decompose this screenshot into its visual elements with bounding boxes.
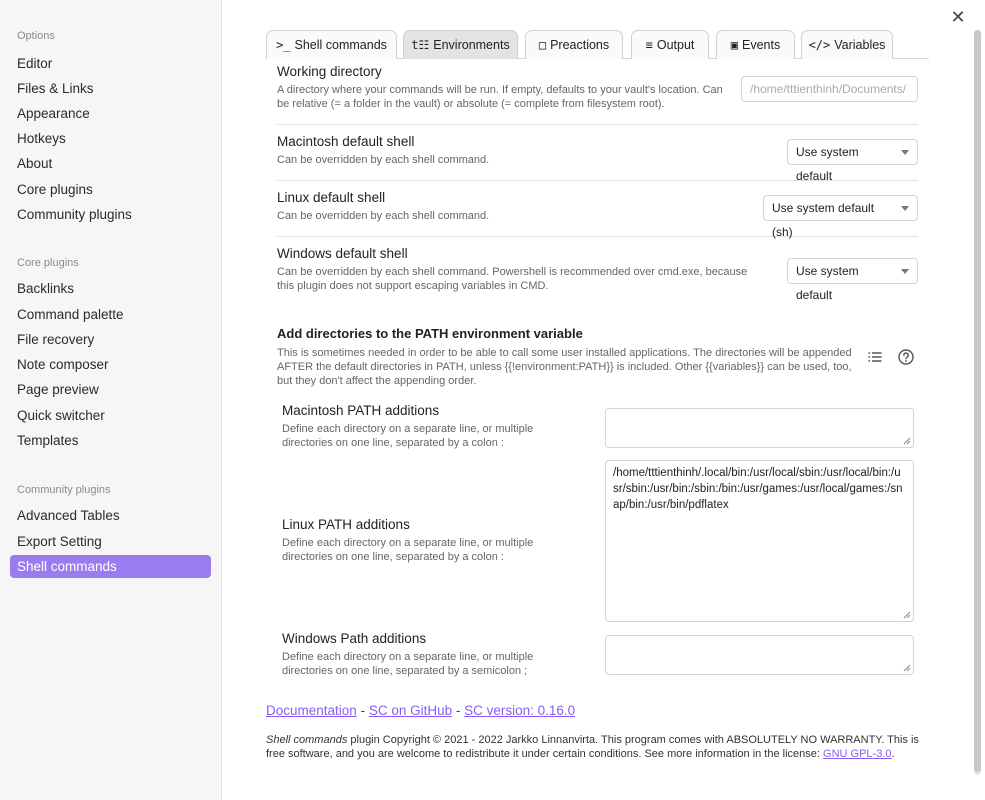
macintosh-shell-select[interactable] bbox=[787, 139, 918, 183]
tab-label: Output bbox=[656, 38, 695, 52]
setting-description: A directory where your commands will be run. If empty, defaults to your vault's location. Can be relative (= a folder in the vault) or absolute (= complete from filesystem root). bbox=[277, 84, 723, 110]
github-link[interactable]: SC on GitHub bbox=[368, 703, 453, 718]
close-icon[interactable]: ✕ bbox=[950, 7, 966, 27]
setting-title: Macintosh default shell bbox=[277, 134, 415, 149]
sidebar-item-community-plugins[interactable]: Community plugins bbox=[17, 207, 132, 222]
select-value: Use system default bbox=[796, 264, 859, 302]
setting-windows-shell bbox=[277, 246, 918, 302]
file-icon: □ bbox=[538, 38, 547, 52]
sidebar-item-export-setting[interactable]: Export Setting bbox=[17, 534, 102, 549]
resize-handle-icon[interactable] bbox=[903, 437, 911, 445]
settings-content bbox=[223, 0, 985, 800]
sidebar-item-file-recovery[interactable]: File recovery bbox=[17, 332, 95, 347]
tab-bar bbox=[266, 30, 929, 59]
settings-sidebar bbox=[0, 0, 222, 800]
sidebar-item-about[interactable]: About bbox=[17, 156, 53, 171]
setting-linux-path bbox=[282, 517, 587, 564]
chevron-down-icon bbox=[901, 150, 909, 155]
tab-label: Preactions bbox=[550, 38, 610, 52]
license-link[interactable]: GNU GPL-3.0 bbox=[823, 748, 892, 760]
setting-description: Can be overridden by each shell command. Powershell is recommended over cmd.exe, because this plugin does not support escaping variables in CMD. bbox=[277, 266, 748, 292]
dice-icon: ▣ bbox=[730, 38, 738, 52]
sidebar-item-core-plugins[interactable]: Core plugins bbox=[17, 182, 93, 197]
sidebar-item-templates[interactable]: Templates bbox=[17, 433, 79, 448]
setting-working-directory bbox=[277, 64, 918, 125]
footer-links bbox=[266, 703, 575, 718]
setting-title: Working directory bbox=[277, 64, 382, 79]
setting-macintosh-path bbox=[282, 403, 587, 450]
scrollbar-thumb[interactable] bbox=[974, 30, 981, 772]
windows-path-textarea[interactable] bbox=[605, 635, 914, 675]
documentation-link[interactable]: Documentation bbox=[266, 703, 357, 718]
tab-label: Shell commands bbox=[294, 38, 387, 52]
code-icon: </> bbox=[808, 38, 831, 52]
sidebar-item-command-palette[interactable]: Command palette bbox=[17, 307, 124, 322]
setting-macintosh-shell bbox=[277, 134, 918, 181]
tab-events[interactable] bbox=[716, 30, 795, 59]
tab-output[interactable] bbox=[631, 30, 709, 59]
setting-linux-shell bbox=[277, 190, 918, 237]
sidebar-group-core-plugins: Core plugins bbox=[17, 257, 79, 269]
plugin-name: Shell commands bbox=[266, 734, 348, 746]
copyright-text: plugin Copyright © 2021 - 2022 Jarkko Linnanvirta. This program comes with ABSOLUTELY NO WARRANTY. This is free software, and you are welcome to redistribute it under certain conditions. See more information in the license: bbox=[266, 734, 919, 760]
setting-description: Define each directory on a separate line, or multiple directories on one line, separated by a semicolon ; bbox=[282, 651, 534, 677]
sidebar-item-note-composer[interactable]: Note composer bbox=[17, 357, 109, 372]
windows-shell-select[interactable] bbox=[787, 258, 918, 302]
list-icon[interactable] bbox=[866, 348, 886, 368]
sidebar-group-options: Options bbox=[17, 30, 55, 42]
version-link[interactable]: SC version: 0.16.0 bbox=[464, 703, 576, 718]
link-separator: - bbox=[356, 703, 369, 718]
setting-title: Windows Path additions bbox=[282, 631, 427, 646]
resize-handle-icon[interactable] bbox=[903, 664, 911, 672]
setting-windows-path bbox=[282, 631, 587, 678]
sidebar-item-quick-switcher[interactable]: Quick switcher bbox=[17, 408, 105, 423]
sidebar-item-shell-commands[interactable]: Shell commands bbox=[10, 555, 211, 578]
tab-environments[interactable] bbox=[403, 30, 518, 59]
select-value: Use system default bbox=[796, 145, 859, 183]
setting-title: Linux PATH additions bbox=[282, 517, 410, 532]
working-directory-input[interactable]: /home/tttienthinh/Documents/ bbox=[741, 76, 918, 102]
chevron-down-icon bbox=[901, 269, 909, 274]
tab-label: Environments bbox=[433, 38, 510, 52]
setting-title: Windows default shell bbox=[277, 246, 408, 261]
linux-shell-select[interactable] bbox=[763, 195, 918, 239]
sidebar-item-appearance[interactable]: Appearance bbox=[17, 106, 90, 121]
resize-handle-icon[interactable] bbox=[903, 611, 911, 619]
tab-variables[interactable] bbox=[801, 30, 893, 59]
tree-icon: t☷ bbox=[411, 38, 430, 52]
setting-description: Define each directory on a separate line, or multiple directories on one line, separated by a colon : bbox=[282, 537, 534, 563]
tab-label: Variables bbox=[834, 38, 886, 52]
copyright-notice bbox=[266, 733, 926, 761]
copyright-end: . bbox=[891, 748, 895, 760]
sidebar-item-backlinks[interactable]: Backlinks bbox=[17, 281, 75, 296]
sidebar-item-hotkeys[interactable]: Hotkeys bbox=[17, 131, 66, 146]
path-section-title: Add directories to the PATH environment variable bbox=[277, 326, 583, 341]
setting-description: Can be overridden by each shell command. bbox=[277, 210, 490, 222]
setting-description: Define each directory on a separate line, or multiple directories on one line, separated by a colon : bbox=[282, 423, 534, 449]
setting-title: Linux default shell bbox=[277, 190, 386, 205]
select-value: Use system default (sh) bbox=[772, 201, 875, 239]
macintosh-path-textarea[interactable] bbox=[605, 408, 914, 448]
sidebar-group-community-plugins: Community plugins bbox=[17, 484, 111, 496]
chevron-down-icon bbox=[901, 206, 909, 211]
sidebar-item-files-links[interactable]: Files & Links bbox=[17, 81, 94, 96]
setting-title: Macintosh PATH additions bbox=[282, 403, 440, 418]
setting-description: Can be overridden by each shell command. bbox=[277, 154, 490, 166]
sidebar-item-page-preview[interactable]: Page preview bbox=[17, 382, 99, 397]
tab-label: Events bbox=[742, 38, 781, 52]
terminal-icon: >_ bbox=[276, 38, 291, 52]
help-icon[interactable] bbox=[897, 348, 917, 368]
tab-preactions[interactable] bbox=[525, 30, 623, 59]
linux-path-textarea[interactable] bbox=[605, 460, 914, 622]
textarea-value: /home/tttienthinh/.local/bin:/usr/local/sbin:/usr/local/bin:/usr/sbin:/usr/bin:/sbin:/bin:/usr/games:/usr/local/games:/snap/bin:/usr/bin/pdflatex bbox=[613, 467, 903, 511]
list-icon: ≡ bbox=[645, 38, 653, 52]
path-section-description: This is sometimes needed in order to be able to call some user installed applications. The directories will be appended AFTER the default directories in PATH, unless {{!environment:PATH}} is included. Other {{variables}} can be used, too, but they don't affect the appending order. bbox=[277, 347, 852, 387]
tab-shell-commands[interactable] bbox=[266, 30, 397, 59]
sidebar-item-advanced-tables[interactable]: Advanced Tables bbox=[17, 508, 120, 523]
sidebar-item-editor[interactable]: Editor bbox=[17, 56, 53, 71]
link-separator: - bbox=[452, 703, 465, 718]
